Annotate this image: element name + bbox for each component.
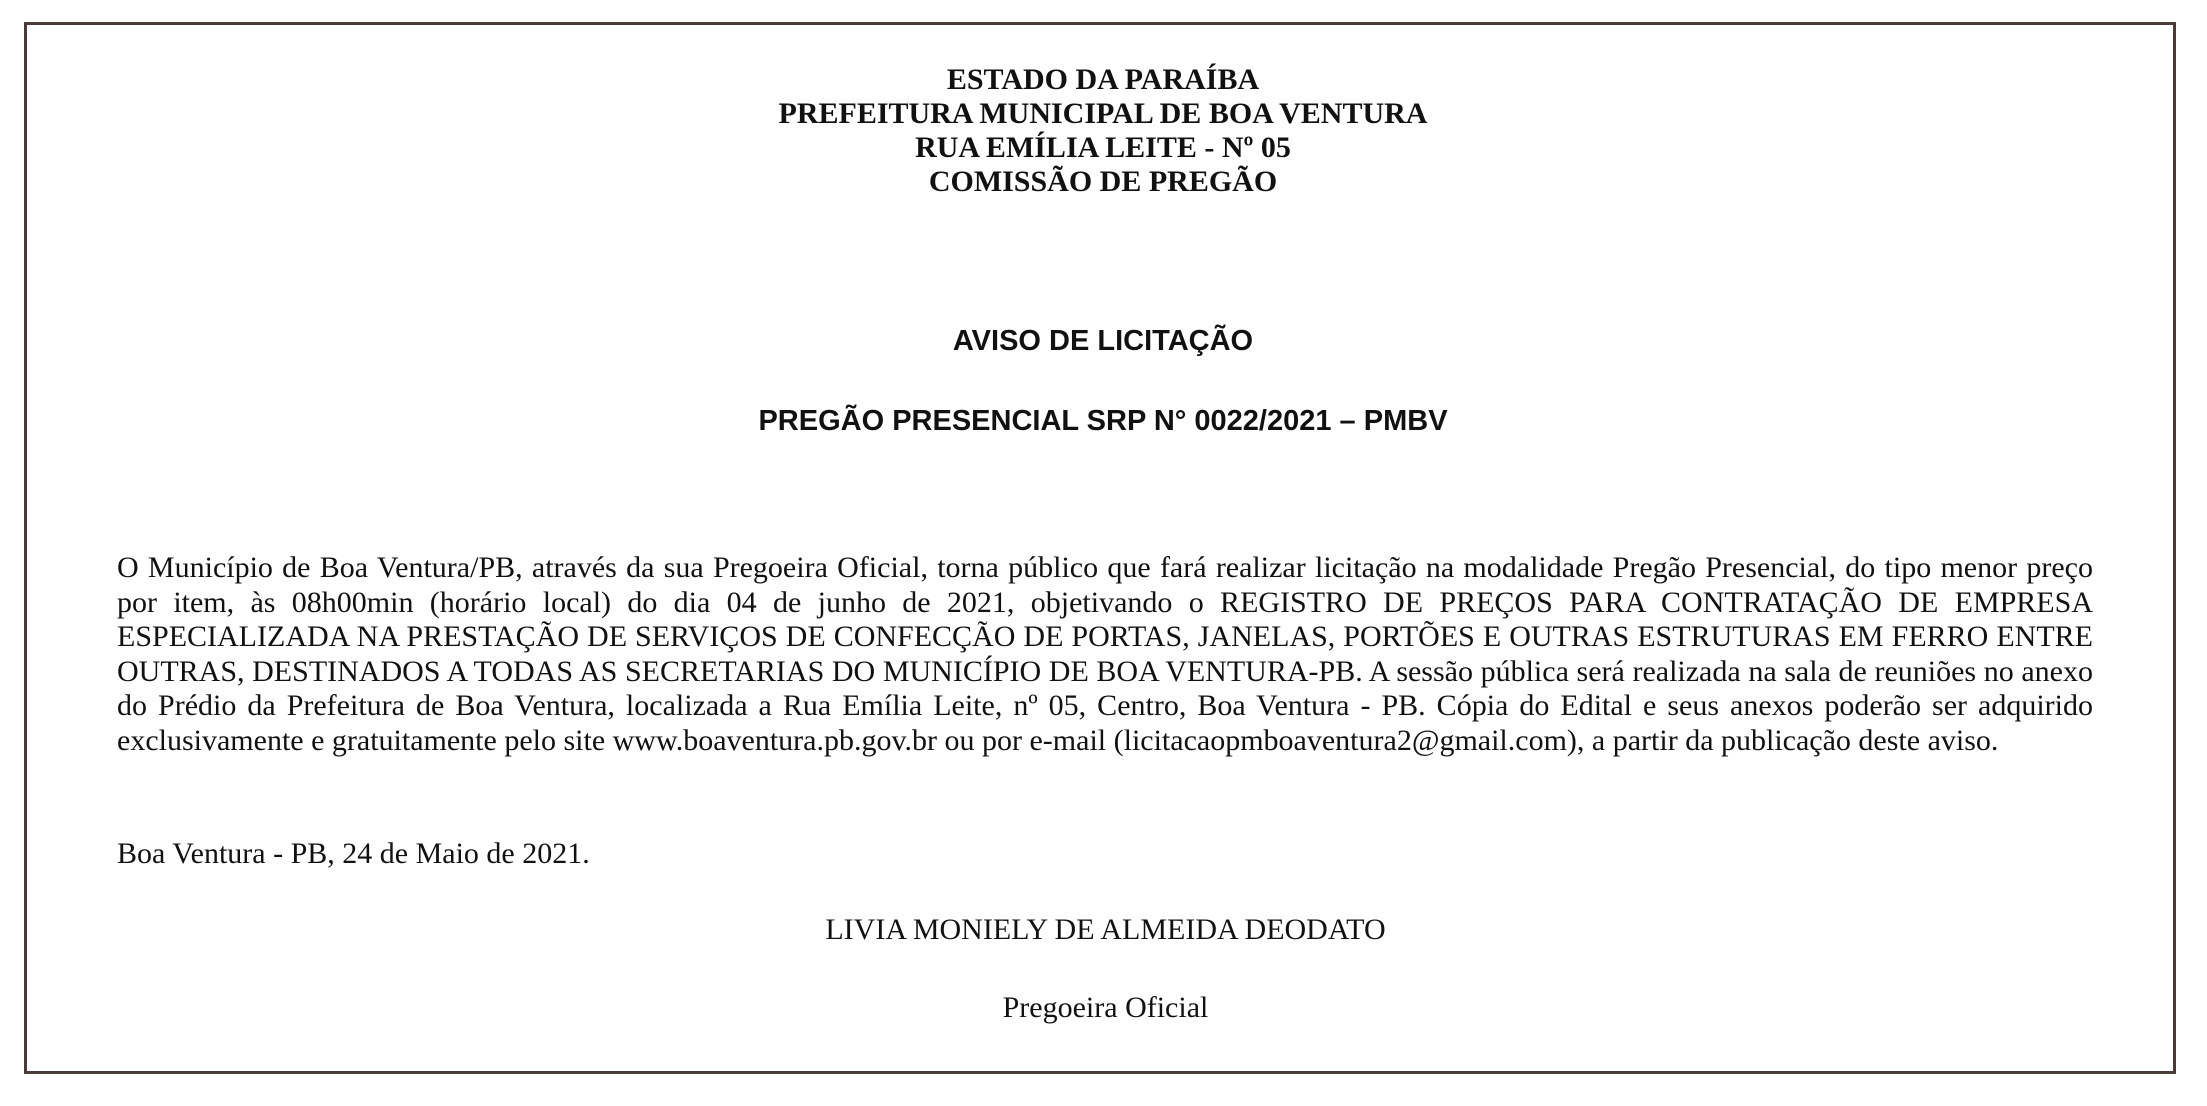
place-date: Boa Ventura - PB, 24 de Maio de 2021. [117, 837, 590, 870]
header-state: ESTADO DA PARAÍBA [946, 63, 1260, 96]
signer-name: LIVIA MONIELY DE ALMEIDA DEODATO [825, 913, 1386, 946]
document-frame [24, 22, 2176, 1074]
notice-title: AVISO DE LICITAÇÃO [952, 325, 1254, 357]
header-prefecture: PREFEITURA MUNICIPAL DE BOA VENTURA [778, 97, 1428, 130]
signer-role: Pregoeira Oficial [1002, 991, 1209, 1024]
notice-subtitle: PREGÃO PRESENCIAL SRP N° 0022/2021 – PMBV [758, 405, 1448, 437]
header-address: RUA EMÍLIA LEITE - Nº 05 [915, 131, 1291, 164]
notice-body: O Município de Boa Ventura/PB, através da sua Pregoeira Oficial, torna público que fará realizar licitação na modalidade Pregão Presencial, do tipo menor preço por item, às 08h00min (horário local) do dia 04 de junho de 2021, objetivando o REGISTRO DE PREÇOS PARA CONTRATAÇÃO DE EMPRESA ESPECIALIZADA NA PRESTAÇÃO DE SERVIÇOS DE CONFECÇÃO DE PORTAS, JANELAS, PORTÕES E OUTRAS ESTRUTURAS EM FERRO ENTRE OUTRAS, DESTINADOS A TODAS AS SECRETARIAS DO MUNICÍPIO DE BOA VENTURA-PB. A sessão pública será realizada na sala de reuniões no anexo do Prédio da Prefeitura de Boa Ventura, localizada a Rua Emília Leite, nº 05, Centro, Boa Ventura - PB. Cópia do Edital e seus anexos poderão ser adquirido exclusivamente e gratuitamente pelo site www.boaventura.pb.gov.br ou por e-mail (licitacaopmboaventura2@gmail.com), a partir da publicação deste aviso. [117, 551, 2093, 757]
document-header [27, 63, 2179, 199]
header-commission: COMISSÃO DE PREGÃO [928, 165, 1278, 198]
